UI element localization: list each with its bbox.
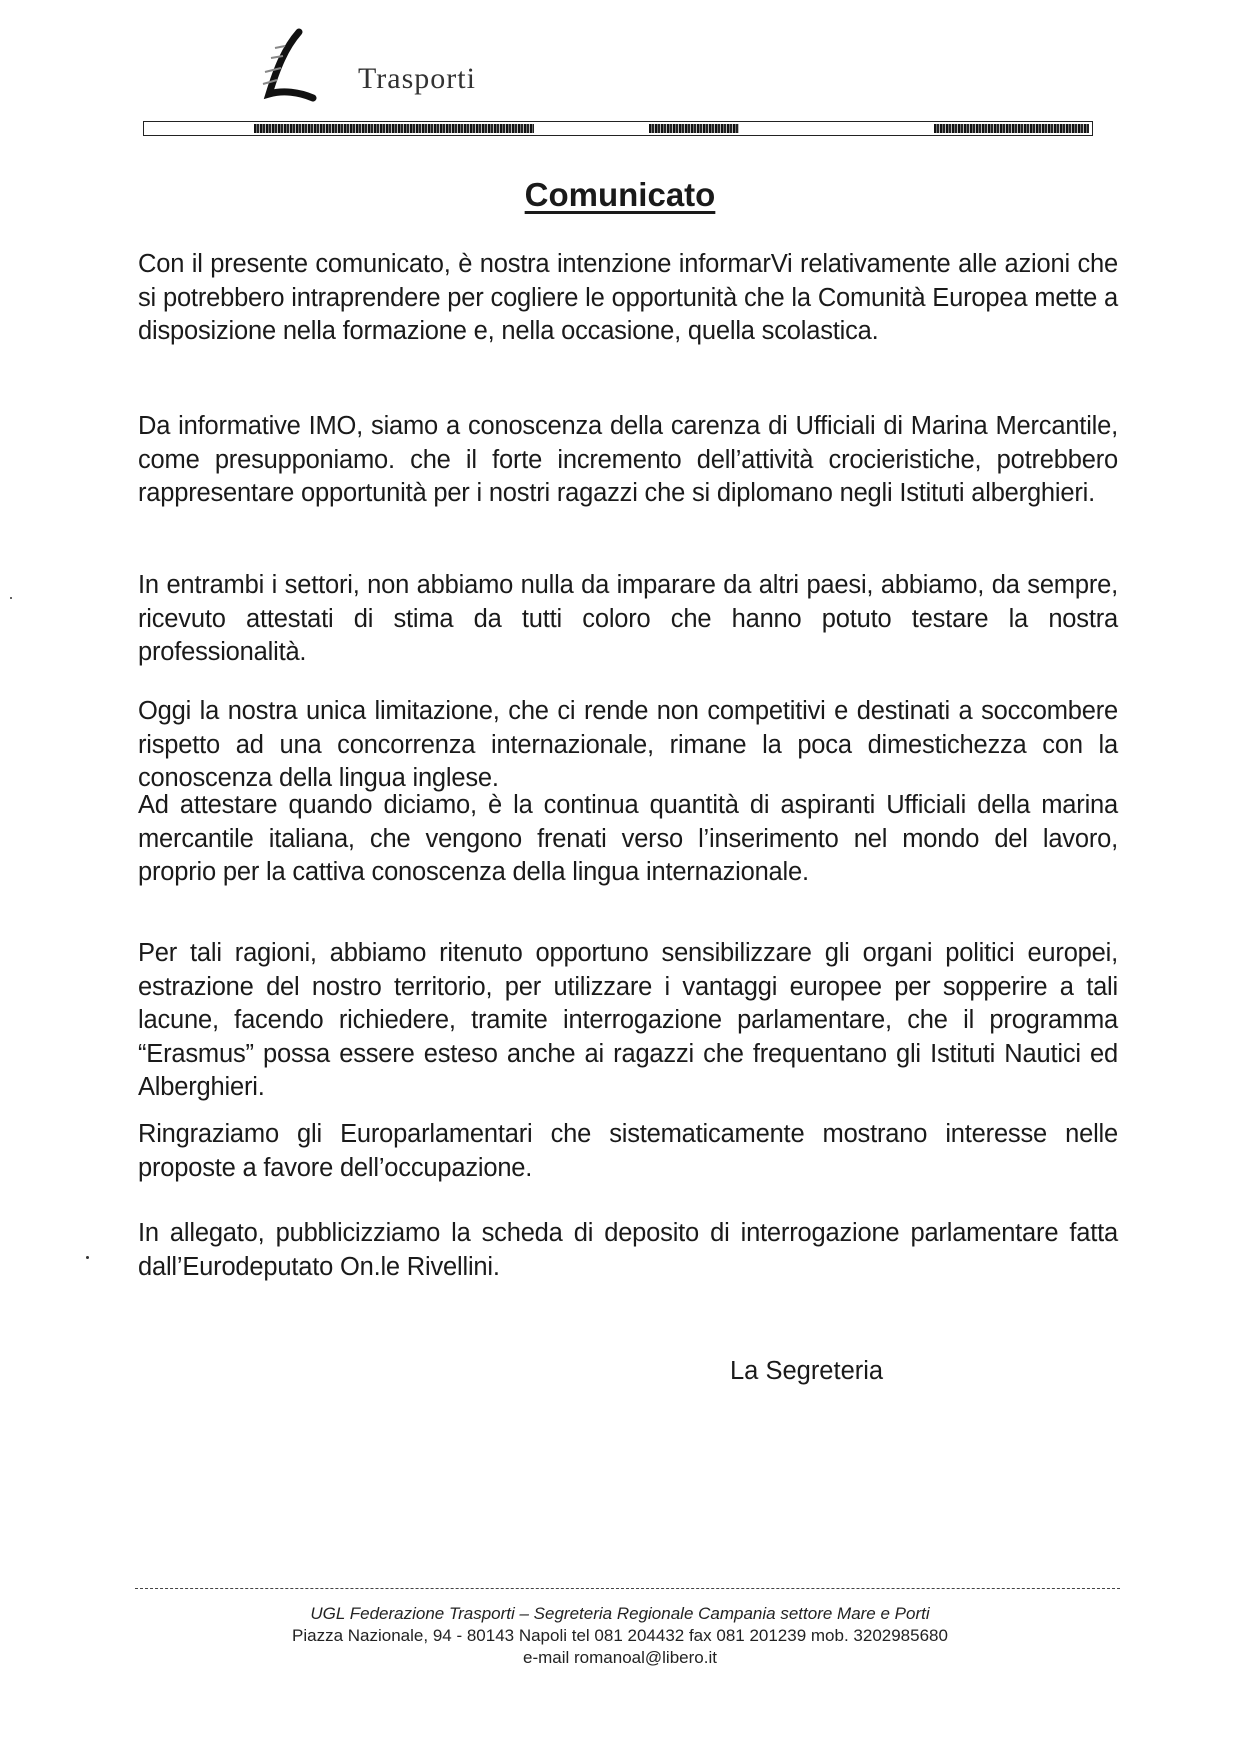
footer-divider	[135, 1588, 1120, 1589]
paragraph-7: Ringraziamo gli Europarlamentari che sistematicamente mostrano interesse nelle proposte a favore dell’occupazione.	[138, 1120, 1118, 1182]
ugl-logo-icon	[255, 28, 335, 108]
paragraph-6: Per tali ragioni, abbiamo ritenuto opportuno sensibilizzare gli organi politici europei, estrazione del nostro territorio, per utilizzare i vantaggi europee per sopperire a tali lacune, facendo richiedere, tramite interrogazione parlamentare, che il programma “Erasmus” possa essere esteso anche ai ragazzi che frequentano gli Istituti Nautici ed Alberghieri.	[138, 939, 1118, 1101]
scan-speck	[10, 597, 12, 599]
paragraph-2: Da informative IMO, siamo a conoscenza della carenza di Ufficiali di Marina Mercantile, come presupponiamo. che il forte incremento dell’attività crocieristiche, potrebbero rappresentare opportunità per i nostri ragazzi che si diplomano negli Istituti alberghieri.	[138, 412, 1118, 507]
logo-text: Trasporti	[358, 62, 476, 95]
scan-speck	[86, 1256, 89, 1259]
paragraph-5: Ad attestare quando diciamo, è la continua quantità di aspiranti Ufficiali della marina mercantile italiana, che vengono frenati verso l’inserimento nel mondo del lavoro, proprio per la cattiva conoscenza della lingua internazionale.	[138, 791, 1118, 886]
paragraph-8: In allegato, pubblicizziamo la scheda di deposito di interrogazione parlamentare fatta dall’Eurodeputato On.le Rivellini.	[138, 1219, 1118, 1281]
signature: La Segreteria	[730, 1357, 884, 1385]
footer-email: e-mail romanoal@libero.it	[523, 1648, 717, 1667]
page-title: Comunicato	[524, 176, 716, 213]
footer-address: Piazza Nazionale, 94 - 80143 Napoli tel 081 204432 fax 081 201239 mob. 3202985680	[292, 1626, 948, 1645]
header-bar	[143, 121, 1093, 136]
paragraph-3: In entrambi i settori, non abbiamo nulla da imparare da altri paesi, abbiamo, da sempre, ricevuto attestati di stima da tutti coloro che hanno potuto testare la nostra professionalità.	[138, 571, 1118, 666]
paragraph-1: Con il presente comunicato, è nostra intenzione informarVi relativamente alle azioni che si potrebbero intraprendere per cogliere le opportunità che la Comunità Europea mette a disposizione nella formazione e, nella occasione, quella scolastica.	[138, 250, 1118, 345]
paragraph-4: Oggi la nostra unica limitazione, che ci rende non competitivi e destinati a soccombere rispetto ad una concorrenza internazionale, rimane la poca dimestichezza con la conoscenza della lingua inglese.	[138, 697, 1118, 792]
footer-organization: UGL Federazione Trasporti – Segreteria Regionale Campania settore Mare e Porti	[310, 1604, 930, 1623]
